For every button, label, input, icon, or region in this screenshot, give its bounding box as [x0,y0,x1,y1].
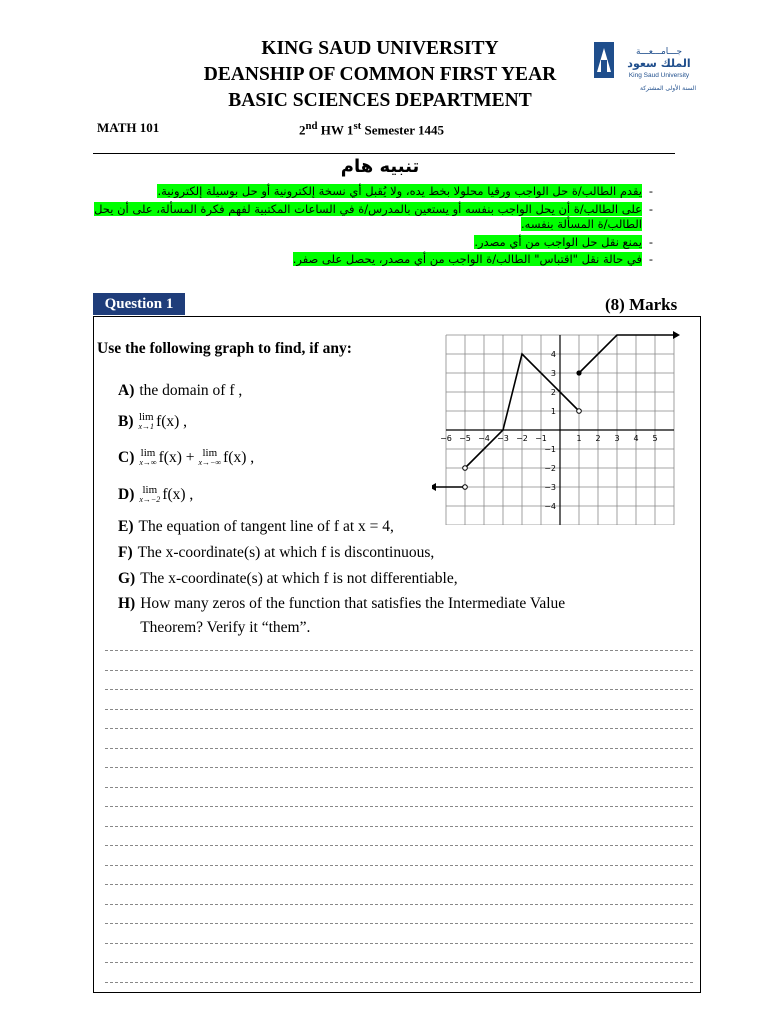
question-marks: (8) Marks [605,295,678,314]
logo-english: King Saud University [628,72,690,79]
y-tick-label: 2 [550,388,556,397]
university-header [150,36,610,114]
answer-line [105,709,693,710]
x-tick-label: 4 [633,434,639,443]
notice-title: تنبيه هام [340,156,420,177]
part-e: E) The equation of tangent line of f at x = 4, [118,518,394,535]
y-tick-label: −3 [544,483,556,492]
answer-line [105,962,693,963]
logo-arabic-1: جـــامـــعـــة [635,47,683,57]
hw-title: 2nd HW 1st Semester 1445 [299,120,445,138]
university-logo [594,42,704,96]
open-point [463,466,468,471]
notice-list [92,184,660,270]
question-label: Question 1 [93,293,185,315]
y-tick-label: 4 [550,350,556,359]
x-tick-label: −6 [440,434,452,443]
y-tick-label: −1 [544,445,556,454]
answer-line [105,787,693,788]
answer-line [105,670,693,671]
logo-arabic-2: الملك سعود [627,57,691,70]
x-tick-label: −4 [478,434,490,443]
answer-line [105,845,693,846]
left-arrow [432,483,436,491]
answer-line [105,982,693,983]
question-intro: Use the following graph to find, if any: [97,340,352,357]
header-divider [93,153,675,154]
x-tick-label: 5 [652,434,658,443]
answer-line [105,826,693,827]
closed-point [576,370,581,375]
notice-item: - يمنع نقل حل الواجب من أي مصدر. [474,234,654,249]
answer-line [105,865,693,866]
x-tick-label: −1 [535,434,547,443]
answer-line [105,748,693,749]
x-tick-label: 1 [576,434,582,443]
notice-item: - يقدم الطالب/ة حل الواجب ورقيا محلولا بخط يده، ولا يُقبل أي نسخة إلكترونية أو حل بوسيلة إلكترونية. [157,184,654,198]
x-tick-label: −2 [516,434,528,443]
part-g: G) The x-coordinate(s) at which f is not differentiable, [118,570,458,587]
part-b: B) lim x→1 f(x) , [118,411,188,431]
course-line [97,120,677,138]
x-tick-label: 3 [614,434,620,443]
function-graph [432,320,702,525]
x-tick-label: −3 [497,434,509,443]
open-point [577,409,582,414]
part-d: D) lim x→−2 f(x) , [118,484,194,504]
header-line-2: DEANSHIP OF COMMON FIRST YEAR [203,64,557,85]
logo-tagline: السنة الأولى المشتركة [639,85,697,92]
answer-line [105,650,693,651]
right-arrow [673,331,680,339]
notice-item: - في حالة نقل "اقتباس" الطالب/ة الواجب من أي مصدر، يحصل على صفر. [292,252,654,266]
part-c: C) lim x→∞ f(x) + lim x→−∞ f(x) , [118,447,255,467]
y-tick-label: 1 [550,407,556,416]
y-tick-label: −4 [544,502,556,511]
notice-item: - على الطالب/ة أن يحل الواجب بنفسه أو يستعين بالمدرس/ة في الساعات المكتبية لفهم فكرة المسألة، على أن يحل الطالب/ة المسألة بنفسه. [94,201,654,231]
answer-line [105,767,693,768]
part-h: H) How many zeros of the function that satisfies the Intermediate Value Theorem? Verify it “them”. [118,595,566,636]
y-tick-label: 3 [550,369,556,378]
x-tick-label: 2 [595,434,601,443]
answer-line [105,923,693,924]
y-tick-label: −2 [544,464,556,473]
answer-line [105,884,693,885]
open-point [463,485,468,490]
answer-line [105,728,693,729]
answer-line [105,806,693,807]
part-f: F) The x-coordinate(s) at which f is discontinuous, [118,544,435,561]
answer-line [105,943,693,944]
header-line-1: KING SAUD UNIVERSITY [261,38,499,59]
answer-line [105,904,693,905]
course-code: MATH 101 [97,120,160,135]
header-line-3: BASIC SCIENCES DEPARTMENT [228,90,532,111]
x-tick-label: −5 [459,434,471,443]
part-a: A) the domain of f , [118,382,243,399]
answer-line [105,689,693,690]
